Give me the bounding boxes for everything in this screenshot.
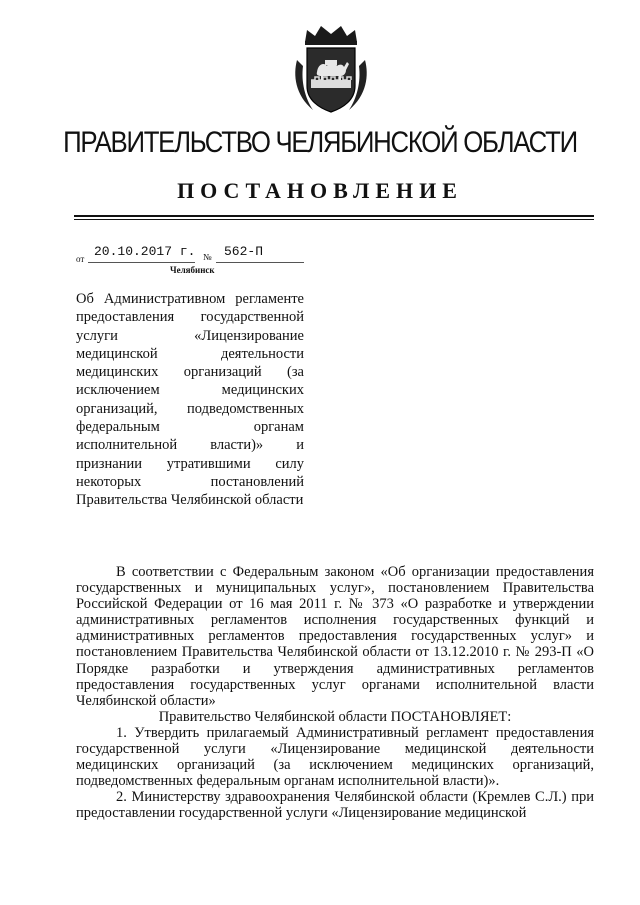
preamble-paragraph: В соответствии с Федеральным законом «Об организации предоставления государственных и муниципальных услуг», постановлением Правительства Российской Федерации от 16 мая 2011 г. № 373 «О разработке и утверждении административных регламентов исполнения государственных функций и административных регламентов предоставления государственных услуг» и постановлением Правительства Челябинской области от 13.12.2010 г. № 293-П «О Порядке разработки и утверждения административных регламентов предоставления государственных услуг органами исполнительной власти Челябинской области» xyxy=(76,564,594,709)
document-type: ПОСТАНОВЛЕНИЕ xyxy=(177,178,463,203)
city-label: Челябинск xyxy=(170,265,215,275)
government-title: ПРАВИТЕЛЬСТВО ЧЕЛЯБИНСКОЙ ОБЛАСТИ xyxy=(63,126,577,159)
document-number: 562-П xyxy=(224,244,264,259)
header-rule-thin xyxy=(74,219,594,220)
resolution-statement: Правительство Челябинской области ПОСТАНОВЛЯЕТ: xyxy=(158,708,512,725)
document-subject: Об Административном регламенте предоставления государственной услуги «Лицензирование медицинской деятельности медицинских организаций (за исключением медицинских организаций, подведомственных федеральным органам исполнительной власти)» и признании утратившими силу некоторых постановлений Правительства Челябинской области xyxy=(76,291,304,509)
header-rule xyxy=(74,215,594,217)
number-prefix: № xyxy=(203,252,212,262)
date-underline xyxy=(88,262,195,263)
coat-of-arms-icon xyxy=(291,20,371,114)
resolution-item-2: 2. Министерству здравоохранения Челябинской области (Кремлев С.Л.) при предоставлении государственной услуги «Лицензирование медицинской xyxy=(76,789,594,822)
document-body xyxy=(76,564,594,822)
date-prefix: от xyxy=(76,254,85,264)
date-number-line xyxy=(76,244,316,266)
document-date: 20.10.2017 г. xyxy=(94,244,196,259)
resolution-item-1: 1. Утвердить прилагаемый Административный регламент предоставления государственной услуги «Лицензирование медицинской деятельности медицинских организаций (за исключением медицинских организаций, подведомственных федеральным органам исполнительной власти)». xyxy=(76,724,594,790)
number-underline xyxy=(216,262,304,263)
